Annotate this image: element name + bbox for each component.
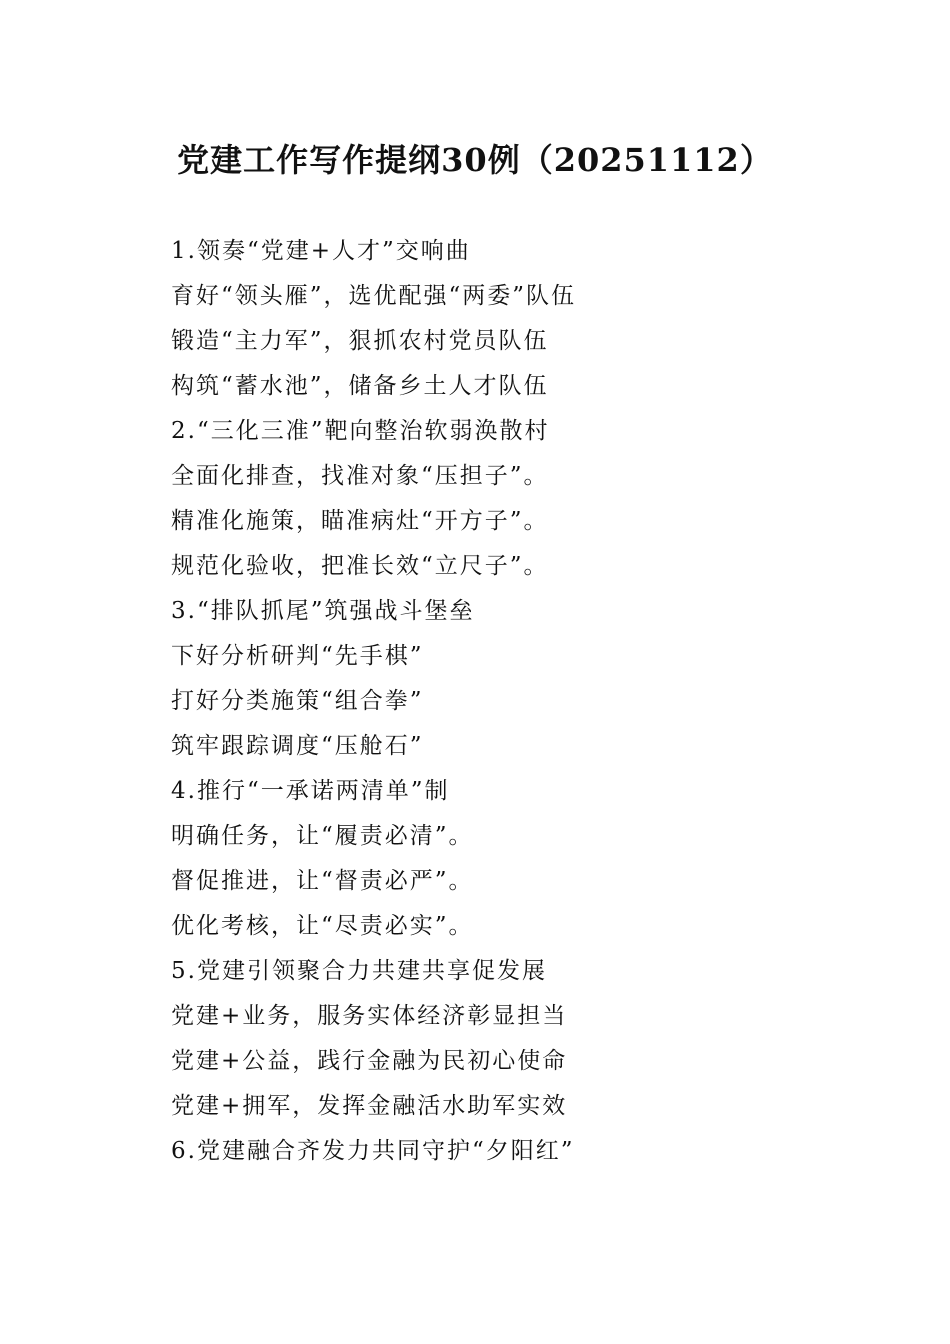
- outline-heading-6: 6.党建融合齐发力共同守护“夕阳红”: [171, 1138, 575, 1164]
- outline-point: 党建+业务，服务实体经济彰显担当: [171, 1003, 568, 1029]
- document-body: [171, 229, 871, 1174]
- outline-heading-5: 5.党建引领聚合力共建共享促发展: [171, 958, 547, 984]
- outline-heading-3: 3.“排队抓尾”筑强战斗堡垒: [171, 598, 475, 624]
- outline-point: 明确任务，让“履责必清”。: [171, 823, 474, 849]
- outline-point: 党建+拥军，发挥金融活水助军实效: [171, 1093, 568, 1119]
- outline-point: 锻造“主力军”，狠抓农村党员队伍: [171, 328, 549, 354]
- outline-point: 全面化排查，找准对象“压担子”。: [171, 463, 549, 489]
- outline-point: 精准化施策，瞄准病灶“开方子”。: [171, 508, 549, 534]
- outline-point: 构筑“蓄水池”，储备乡土人才队伍: [171, 373, 549, 399]
- outline-point: 党建+公益，践行金融为民初心使命: [171, 1048, 568, 1074]
- outline-point: 下好分析研判“先手棋”: [171, 643, 424, 669]
- outline-point: 督促推进，让“督责必严”。: [171, 868, 474, 894]
- outline-point: 育好“领头雁”，选优配强“两委”队伍: [171, 283, 577, 309]
- outline-heading-1: 1.领奏“党建+人才”交响曲: [171, 238, 471, 264]
- outline-point: 规范化验收，把准长效“立尺子”。: [171, 553, 549, 579]
- outline-point: 筑牢跟踪调度“压舱石”: [171, 733, 424, 759]
- outline-heading-4: 4.推行“一承诺两清单”制: [171, 778, 450, 804]
- outline-point: 打好分类施策“组合拳”: [171, 688, 424, 714]
- outline-heading-2: 2.“三化三准”靶向整治软弱涣散村: [171, 418, 550, 444]
- outline-point: 优化考核，让“尽责必实”。: [171, 913, 474, 939]
- document-title: 党建工作写作提纲30例（20251112）: [177, 141, 773, 179]
